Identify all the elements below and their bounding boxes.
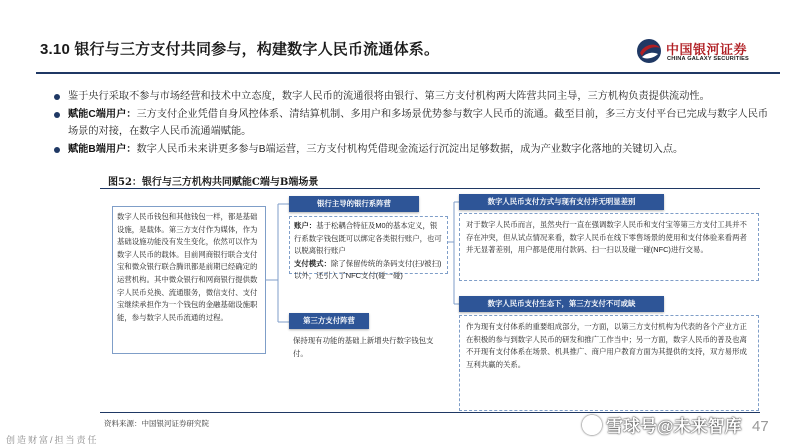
bullet-item <box>54 106 774 141</box>
watermark-text: 雪球号@未来智库 <box>606 417 742 436</box>
figure-title: 图52：银行与三方机构共同赋能C端与B端场景 <box>108 177 319 188</box>
galaxy-logo-icon <box>636 38 662 64</box>
bullet-text: 鉴于央行采取不参与市场经营和技术中立态度，数字人民币的流通很将由银行、第三方支付机构两大阵营共同主导，三方机构负责提供流动性。 <box>68 91 710 102</box>
footer-slogan: 创造财富/担当责任 <box>6 435 99 445</box>
logo-english-name: CHINA GALAXY SECURITIES <box>667 56 749 62</box>
bullet-text: 数字人民币未来讲更多参与B端运营，三方支付机构凭借现金流运行沉淀出足够数据，成为产业数字化落地的关键切入点。 <box>136 143 684 155</box>
payment-difference-header: 数字人民币支付方式与现有支付并无明显差别 <box>459 194 664 210</box>
bank-camp-header: 银行主导的银行系阵营 <box>289 196 419 212</box>
coexistence-text: 作为现有支付体系的重要组成部分，一方面，以第三方支付机构为代表的各个产业方正在积极的参与到数字人民币的研发和推广工作当中；另一方面，数字人民币的普及也离不开现有支付体系在场景、机具推广、商户用户教育方面为其提供的支持，双方易形成互利共赢的关系。 <box>466 322 747 369</box>
payment-difference-text: 对于数字人民币而言，虽然央行一直在强调数字人民币和支付宝等第三方支付工具并不存在冲突，但从试点情况来看，数字人民币在线下零售场景的使用和支付体验来看两者并无显著差别，用户都是使用付款码、扫一扫以及碰一碰(NFC)进行交易。 <box>466 220 747 255</box>
bank-camp-box <box>289 216 448 281</box>
payment-mode-text: 除了保留传统的条码支付(扫/被扫)以外，还引入了NFC支付(碰一碰) <box>294 258 442 281</box>
slide-title: 3.10 银行与三方支付共同参与，构建数字人民币流通体系。 <box>40 41 440 58</box>
third-party-text: 保持现有功能的基础上新增央行数字钱包支付。 <box>293 336 434 358</box>
figure-source: 资料来源：中国银河证券研究院 <box>104 419 209 428</box>
page-number: 47 <box>752 418 769 435</box>
company-logo <box>636 36 766 72</box>
figure-top-rule <box>100 188 760 189</box>
bullet-dot-icon <box>54 147 60 153</box>
bullet-label: 赋能C端用户： <box>68 108 137 120</box>
bullet-dot-icon <box>54 94 60 100</box>
logo-chinese-name: 中国银河证券 <box>666 42 748 57</box>
third-party-camp-box <box>289 332 448 358</box>
coexistence-box <box>459 315 759 411</box>
bullet-text: 三方支付企业凭借自身风控体系、清结算机制、多用户和多场景优势参与数字人民币的流通。截至目前，多三方支付平台已完成与数字人民币场景的对接，在数字人民币流通端赋能。 <box>68 108 769 137</box>
watermark <box>582 412 742 437</box>
overview-text-box <box>112 206 266 354</box>
coexistence-header: 数字人民币支付生态下，第三方支付不可或缺 <box>459 296 664 312</box>
payment-difference-box <box>459 213 759 281</box>
bullet-item <box>54 88 774 106</box>
bullet-item <box>54 141 774 159</box>
payment-mode-label: 支付模式： <box>294 258 331 268</box>
header-divider <box>36 72 780 74</box>
bullet-list <box>54 88 774 158</box>
third-party-camp-header: 第三方支付阵营 <box>289 313 369 329</box>
account-label: 账户： <box>294 221 317 230</box>
bullet-dot-icon <box>54 112 60 118</box>
snowball-icon <box>582 415 602 435</box>
account-text: 基于松耦合特征及M0的基本定义，银行系数字钱包既可以绑定各类银行账户，也可以脱离银行账户 <box>294 221 442 256</box>
bullet-label: 赋能B端用户： <box>68 143 137 155</box>
overview-text: 数字人民币钱包和其他钱包一样，都是基础设施，是载体。第三方支付作为媒体，作为基础设施功能没有发生变化，依然可以作为数字人民币的载体。目前网商银行联合支付宝和微众银行联合腾讯都是前期已经确定的运营机构。其中微众银行和网商银行提供数字人民币兑换、流通服务，微信支付、支付宝继续承担作为一个钱包的金融基础设施职能，参与数字人民币流通的过程。 <box>117 212 258 322</box>
